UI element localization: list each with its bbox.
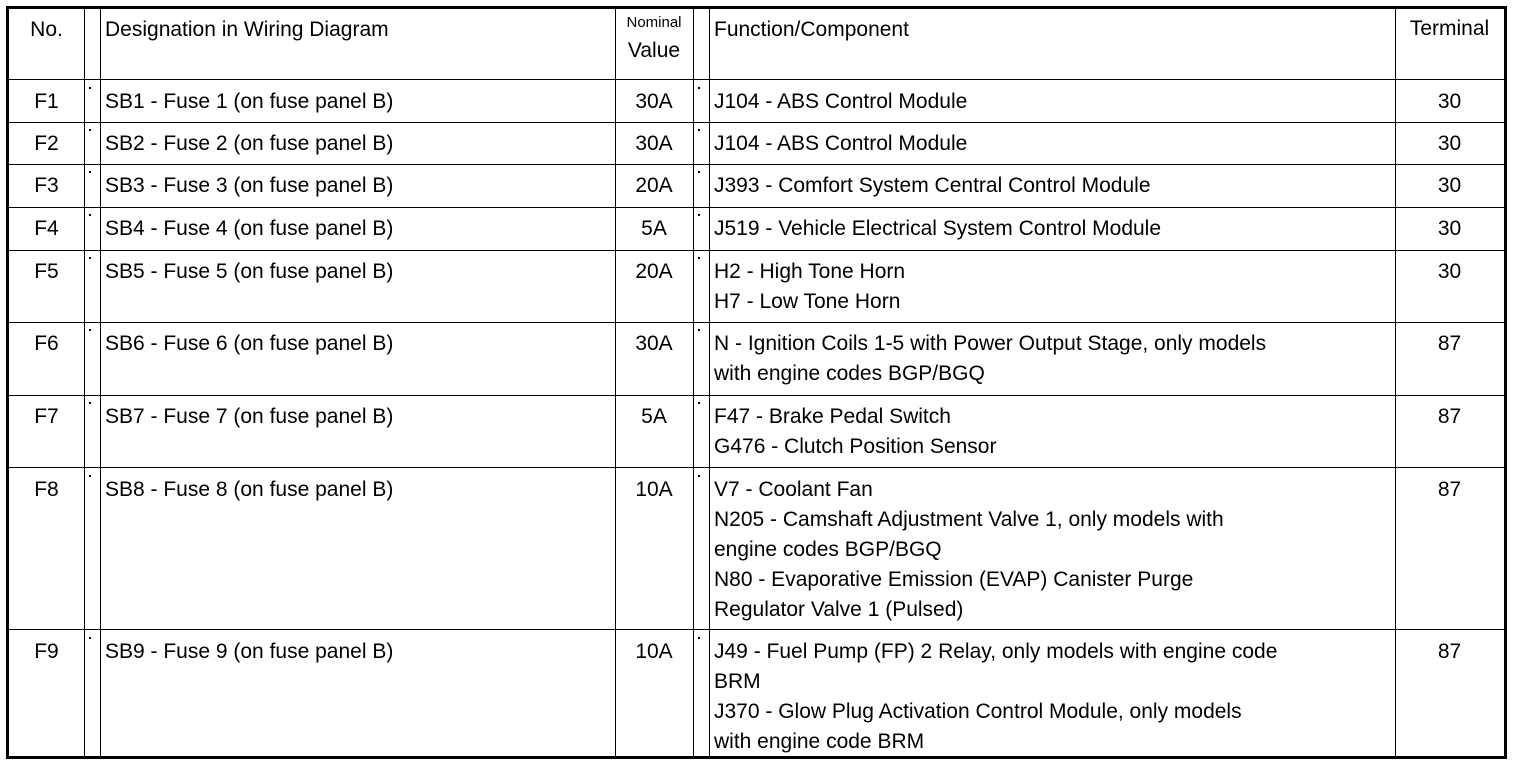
table-row [9,165,1504,208]
terminal-cell: 30 [1437,90,1462,113]
designation-cell: SB3 - Fuse 3 (on fuse panel B) [105,174,394,197]
scan-mark [698,171,700,173]
function-line: BRM [714,670,761,693]
designation-cell: SB7 - Fuse 7 (on fuse panel B) [105,405,394,428]
nominal-value-cell: 30A [635,332,673,355]
terminal-cell: 87 [1437,405,1462,428]
scan-mark [89,329,91,331]
function-line: N205 - Camshaft Adjustment Valve 1, only models with [714,508,1224,531]
scan-mark [698,329,700,331]
designation-cell: SB2 - Fuse 2 (on fuse panel B) [105,132,394,155]
scan-mark [698,475,700,477]
function-line: H2 - High Tone Horn [714,260,906,283]
terminal-cell: 30 [1437,260,1462,283]
terminal-cell: 87 [1437,640,1462,663]
nominal-value-cell: 30A [635,132,673,155]
function-line: G476 - Clutch Position Sensor [714,435,997,458]
header-terminal: Terminal [1409,17,1490,40]
header-designation: Designation in Wiring Diagram [105,18,389,41]
function-line: J104 - ABS Control Module [714,132,968,155]
terminal-cell: 30 [1437,217,1462,240]
nominal-value-cell: 20A [635,174,673,197]
fuse-number: F3 [34,174,59,197]
table-row [9,323,1504,396]
fuse-number: F4 [34,217,59,240]
fuse-number: F6 [34,332,59,355]
scan-mark [89,129,91,131]
fuse-number: F2 [34,132,59,155]
nominal-value-cell: 10A [635,478,673,501]
designation-cell: SB4 - Fuse 4 (on fuse panel B) [105,217,394,240]
header-function: Function/Component [714,18,909,41]
table-row [9,396,1504,468]
fuse-number: F9 [34,640,59,663]
scan-mark [89,257,91,259]
designation-cell: SB8 - Fuse 8 (on fuse panel B) [105,478,394,501]
table-row [9,123,1504,165]
header-nominal-bottom: Value [627,39,681,62]
scan-mark [698,129,700,131]
function-line: V7 - Coolant Fan [714,478,873,501]
table-row [9,208,1504,251]
nominal-value-cell: 30A [635,90,673,113]
function-line: N80 - Evaporative Emission (EVAP) Canister Purge [714,568,1194,591]
fuse-table [6,6,1507,759]
function-line: J519 - Vehicle Electrical System Control Module [714,217,1162,240]
terminal-cell: 30 [1437,174,1462,197]
function-line: with engine codes BGP/BGQ [714,362,985,385]
fuse-number: F7 [34,405,59,428]
scan-mark [89,637,91,639]
scan-mark [89,171,91,173]
terminal-cell: 30 [1437,132,1462,155]
terminal-cell: 87 [1437,332,1462,355]
header-row [9,9,1504,80]
scan-mark [698,87,700,89]
function-line: J393 - Comfort System Central Control Module [714,174,1151,197]
scan-mark [89,475,91,477]
scan-mark [89,87,91,89]
nominal-value-cell: 10A [635,640,673,663]
designation-cell: SB5 - Fuse 5 (on fuse panel B) [105,260,394,283]
header-nominal-top: Nominal [626,14,682,31]
designation-cell: SB1 - Fuse 1 (on fuse panel B) [105,90,394,113]
nominal-value-cell: 5A [641,217,667,240]
terminal-cell: 87 [1437,478,1462,501]
fuse-number: F5 [34,260,59,283]
function-line: F47 - Brake Pedal Switch [714,405,951,428]
table-row [9,80,1504,123]
scan-mark [698,214,700,216]
designation-cell: SB6 - Fuse 6 (on fuse panel B) [105,332,394,355]
table-row [9,630,1504,756]
scan-mark [698,402,700,404]
function-line: J104 - ABS Control Module [714,90,968,113]
function-line: N - Ignition Coils 1-5 with Power Output Stage, only models [714,332,1267,355]
fuse-number: F8 [34,478,59,501]
function-line: H7 - Low Tone Horn [714,290,901,313]
function-line: Regulator Valve 1 (Pulsed) [714,598,964,621]
scan-mark [89,402,91,404]
header-no: No. [30,18,63,41]
scan-mark [89,214,91,216]
designation-cell: SB9 - Fuse 9 (on fuse panel B) [105,640,394,663]
nominal-value-cell: 20A [635,260,673,283]
nominal-value-cell: 5A [641,405,667,428]
scan-mark [698,257,700,259]
scan-mark [698,637,700,639]
function-line: J49 - Fuel Pump (FP) 2 Relay, only models with engine code [714,640,1278,663]
fuse-number: F1 [34,90,59,113]
table-row [9,251,1504,323]
function-line: J370 - Glow Plug Activation Control Module, only models [714,700,1242,723]
function-line: engine codes BGP/BGQ [714,538,942,561]
table-row [9,468,1504,630]
function-line: with engine code BRM [714,730,925,753]
